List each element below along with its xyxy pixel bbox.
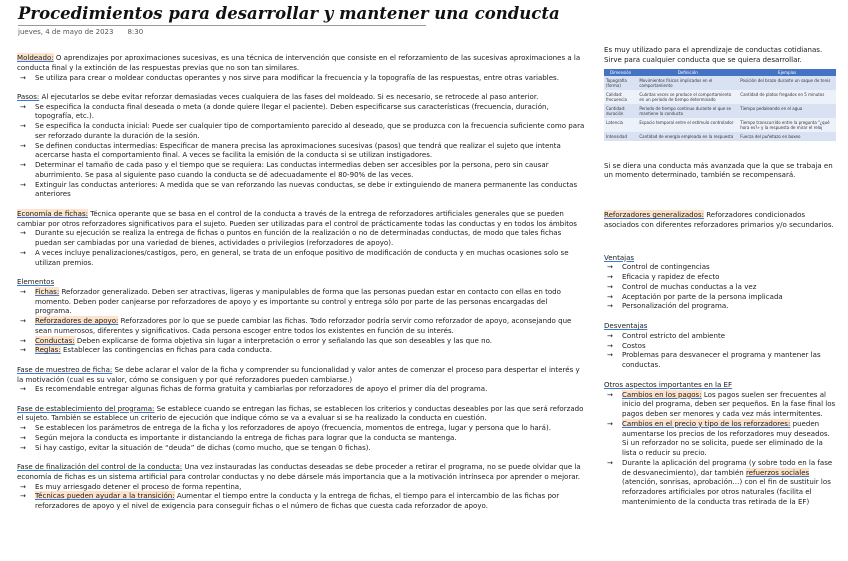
muestreo-term: Fase de muestreo de ficha: (17, 364, 113, 374)
elementos-heading: Elementos (17, 277, 55, 287)
establecimiento-text: Se establece cuando se entregan las fichas, se establecen los criterios y conductas deseables por las que será reforzado el sujeto. También se establece un criterio de ejecución que indique cómo se va a evaluar si se ha realizado la conducta en cuestión. (17, 403, 584, 423)
list-item (17, 336, 585, 346)
list-item (17, 248, 585, 268)
pasos-term: Pasos: (17, 91, 40, 101)
list-item (604, 419, 838, 458)
conductas-term: Conductas: (35, 335, 75, 345)
economia-paragraph (17, 209, 585, 229)
left-column (17, 53, 585, 511)
list-item-text: Si hay castigo, evitar la situación de “deuda” de dichas (como mucho, que se tengan 0 fichas). (35, 442, 371, 452)
precio-term: Cambios en el precio y tipo de los reforzadores: (622, 418, 791, 428)
arrow-icon: → (20, 423, 26, 433)
fichas-term: Fichas: (35, 286, 60, 296)
conductas-text: Deben explicarse de forma objetiva sin lugar a interpretación o error y señalando las que son deseables y las que no. (74, 335, 493, 345)
arrow-icon: → (607, 389, 613, 399)
table-cell: Tiempo pedaleando en el agua (738, 104, 836, 118)
arrow-icon: → (607, 301, 613, 311)
intro-note: Es muy utilizado para el aprendizaje de conductas cotidianas. Sirve para cualquier conducta que se quiera desarrollar. (604, 45, 823, 64)
arrow-icon: → (20, 121, 26, 131)
list-item-text: Costos (622, 340, 646, 350)
arrow-icon: → (20, 72, 26, 82)
transicion-term: Técnicas pueden ayudar a la transición: (35, 491, 175, 501)
list-item-text: Se utiliza para crear o moldear conductas operantes y nos sirve para modificar la frecuencia y la topografía de las respuestas, entre otras variables. (35, 72, 559, 82)
table-cell: Cantidad: duración (604, 104, 637, 118)
list-item (17, 121, 585, 141)
list-item-text: Es recomendable entregar algunas fichas de forma gratuita y cambiarlas por reforzadores de apoyo el primer día del programa. (35, 384, 488, 394)
list-item (604, 390, 838, 419)
generalizados-paragraph (604, 210, 838, 230)
list-item (17, 180, 585, 200)
sociales-text-a: Durante la aplicación del programa (y sobre todo en la fase de desvanecimiento), dar también (622, 457, 833, 477)
arrow-icon: → (20, 432, 26, 442)
list-item-text: Es muy arriesgado detener el proceso de forma repentina, (35, 481, 242, 491)
table-cell: Cantidad de platos fregados en 5 minutos (738, 90, 836, 104)
list-item-text: Personalización del programa. (622, 301, 729, 311)
table-cell: Latencia (604, 118, 637, 132)
list-item-text: Eficacia y rapidez de efecto (622, 272, 720, 281)
list-item-text: Control estricto del ambiente (622, 330, 726, 340)
arrow-icon: → (607, 272, 613, 281)
table-cell: Cantidad de energía empleada en la respuesta (637, 132, 738, 141)
transicion-text: Aumentar el tiempo entre la conducta y la entrega de fichas, el tiempo para el intercambio de las fichas por reforzadores de apoyo y el nivel de exigencia para conseguir fichas o el número de fichas que cuesta cada reforzador de apoyo. (35, 491, 560, 511)
list-item-text: Se especifica la conducta final deseada o meta (a donde quiere llegar el paciente). Deben especificarse sus características (frecuencia, duración, topografía, etc.). (35, 101, 549, 121)
list-item-text: Control de muchas conductas a la vez (622, 281, 757, 291)
list-item (17, 482, 585, 492)
arrow-icon: → (20, 316, 26, 326)
arrow-icon: → (20, 140, 26, 150)
list-item (604, 292, 838, 302)
list-item (17, 443, 585, 453)
generalizados-term: Reforzadores generalizados: (604, 210, 704, 219)
list-item (17, 345, 585, 355)
table-row (604, 76, 836, 90)
list-item (17, 433, 585, 443)
date-text: jueves, 4 de mayo de 2023 (18, 28, 114, 36)
moldeado-text: O aprendizajes por aproximaciones sucesivas, es una técnica de intervención que consiste en el reforzamiento de las sucesivas aproximaciones a la conducta final y la extinción de las respuestas previas que no son tan similares. (17, 53, 581, 72)
pagos-text: Los pagos suelen ser frecuentes al inicio del programa, deben ser pequeños. En la fase final los pagos deben ser menores y cada vez más intermitentes. (622, 389, 836, 418)
list-item (604, 331, 838, 341)
title-divider (18, 25, 426, 26)
list-item (17, 141, 585, 161)
arrow-icon: → (607, 291, 613, 301)
table-cell: Periodo de tiempo continuo durante el que se mantiene la conducta (637, 104, 738, 118)
list-item (604, 341, 838, 351)
page-title: Procedimientos para desarrollar y mantener una conducta (18, 4, 560, 23)
list-item (604, 301, 838, 311)
establecimiento-paragraph (17, 404, 585, 424)
table-header-row (604, 69, 836, 76)
list-item (17, 102, 585, 122)
arrow-icon: → (20, 491, 26, 501)
arrow-icon: → (607, 330, 613, 340)
time-text: 8:30 (127, 28, 144, 36)
list-item (17, 228, 585, 248)
economia-text: Técnica operante que se basa en el control de la conducta a través de la entrega de reforzadores artificiales generales que se pueden cambiar por otros reforzadores significativos para el sujeto. Pueden ser utilizadas para el control de prácticamente todas las conductas y en todos los ámbitos (17, 208, 577, 228)
table-header-cell: Definición (637, 69, 738, 76)
table-cell: Espacio temporal entre el estímulo controlador (637, 118, 738, 132)
page-date (18, 28, 157, 36)
list-item (17, 423, 585, 433)
pagos-term: Cambios en los pagos: (622, 389, 702, 399)
table-row (604, 90, 836, 104)
arrow-icon: → (20, 286, 26, 296)
right-column (604, 45, 838, 507)
list-item-text: Aceptación por parte de la persona implicada (622, 291, 783, 301)
list-item (17, 160, 585, 180)
finalizacion-term: Fase de finalización del control de la conducta: (17, 462, 183, 472)
finalizacion-paragraph (17, 462, 585, 482)
dimensions-table (604, 69, 836, 141)
generalizados-text: Reforzadores condicionados asociados con diferentes reforzadores primarios y/o secundarios. (604, 210, 834, 229)
arrow-icon: → (20, 101, 26, 111)
table-header-cell: Ejemplos (738, 69, 836, 76)
table-cell: Tiempo transcurrido entre la pregunta "¿qué hora es?» y la respuesta de mirar el reloj (738, 118, 836, 132)
arrow-icon: → (607, 281, 613, 291)
table-row (604, 104, 836, 118)
list-item-text: Se establecen los parámetros de entrega de la ficha y los reforzadores de apoyo (frecuencia, momentos de entrega, lugar y persona que lo hará). (35, 423, 551, 433)
reforzadores-apoyo-text: Reforzadores por lo que se puede cambiar las fichas. Todo reforzador podría servir como reforzador de apoyo, aconsejando que sean numerosos, diferentes y significativos. Cada persona escoger entre todos los existentes en función de su interés. (35, 316, 572, 335)
table-cell: Cuántas veces se produce el comportamiento en un periodo de tiempo determinado (637, 90, 738, 104)
muestreo-text: Se debe aclarar el valor de la ficha y comprender su funcionalidad y valor antes de comenzar el proceso para despertar el interés y la motivación (cual es su valor, cómo se consiguen y por qué reforzadores pueden cambiarse.) (17, 364, 580, 384)
establecimiento-term: Fase de establecimiento del programa: (17, 403, 155, 413)
list-item-text: Durante su ejecución se realiza la entrega de fichas o puntos en función de la realización o no de determinadas conductas, de modo que tales fichas puedan ser cambiadas por una variedad de bienes, actividades o privilegios (reforzadores de apoyo). (35, 228, 562, 248)
arrow-icon: → (20, 335, 26, 345)
list-item (604, 350, 838, 370)
list-item-text: A veces incluye penalizaciones/castigos, pero, en general, se trata de un enfoque positivo de modificación de conducta y en muchas ocasiones solo se utilizan premios. (35, 247, 569, 267)
ventajas-heading: Ventajas (604, 252, 635, 262)
list-item-text: Control de contingencias (622, 262, 710, 272)
arrow-icon: → (20, 247, 26, 257)
moldeado-term: Moldeado: (17, 53, 54, 62)
arrow-icon: → (20, 345, 26, 355)
arrow-icon: → (607, 340, 613, 350)
list-item-text: Extinguir las conductas anteriores: A medida que se van reforzando las nuevas conductas, se debe ir extinguiendo de manera permanente las conductas anteriores (35, 179, 578, 199)
arrow-icon: → (20, 228, 26, 238)
table-row (604, 118, 836, 132)
table-cell: Posición del brazo durante un saque de tenis (738, 76, 836, 90)
list-item-text: Según mejora la conducta es importante ir distanciando la entrega de fichas para lograr que la conducta se mantenga. (35, 432, 457, 442)
arrow-icon: → (607, 350, 613, 360)
finalizacion-text: Una vez instauradas las conductas deseadas se debe proceder a retirar el programa, no se puede olvidar que la economía de fichas es un sistema artificial para controlar conductas y no debe dársele más importancia que a la motivación intrínseca por aprender o mejorar. (17, 462, 581, 481)
arrow-icon: → (20, 160, 26, 170)
reglas-text: Establecer las contingencias en fichas para cada conducta. (60, 345, 272, 355)
sociales-term: refuerzos sociales (745, 467, 810, 477)
list-item-text: Problemas para desvanecer el programa y mantener las conductas. (622, 350, 821, 369)
list-item (17, 491, 585, 511)
list-item-text: Se definen conductas intermedias: Especificar de manera precisa las aproximaciones sucesivas (pasos) que tendrá que realizar el sujeto que intenta acercarse hasta el comportamiento final. A veces se facilita la emisión de la conducta si se utilizan instigadores. (35, 140, 561, 160)
arrow-icon: → (607, 457, 613, 467)
list-item-text: Determinar el tamaño de cada paso y el tiempo que se requiera: Las conductas intermedias deben ser accesibles por la persona, pero sin causar aburrimiento. Se pasa al siguiente paso cuando la conducta se dé adecuadamente el 80-90% de las veces. (35, 160, 549, 179)
table-row (604, 132, 836, 141)
list-item (604, 282, 838, 292)
arrow-icon: → (20, 179, 26, 189)
list-item (604, 458, 838, 507)
precio-text: pueden aumentarse los precios de los reforzadores muy deseados. Si un reforzador no se solicita, puede ser eliminado de la lista o reducir su precio. (622, 418, 830, 457)
pasos-paragraph (17, 92, 585, 102)
moldeado-paragraph (17, 53, 585, 73)
arrow-icon: → (20, 481, 26, 491)
sociales-text-b: (atención, sonrisas, aprobación…) con el fin de sustituir los reforzadores artificiales por otros naturales (facilita el mantenimiento de la conducta tras retirada de la EF) (622, 477, 831, 506)
desventajas-heading: Desventajas (604, 321, 648, 330)
muestreo-paragraph (17, 365, 585, 385)
table-cell: Intensidad (604, 132, 637, 141)
list-item (17, 73, 585, 83)
table-cell: Topografía (forma) (604, 76, 637, 90)
fichas-text: Reforzador generalizado. Deben ser atractivas, ligeras y manipulables de forma que las personas puedan estar en contacto con ellas en todo momento. Deben poder canjearse por reforzadores de apoyo y es importante su control y entrega sólo por parte de las personas encargadas del programa. (35, 286, 561, 316)
list-item (17, 316, 585, 336)
table-cell: Calidad: frecuencia (604, 90, 637, 104)
list-item (17, 287, 585, 316)
arrow-icon: → (20, 442, 26, 452)
list-item (604, 272, 838, 282)
pasos-text: Al ejecutarlos se debe evitar reforzar demasiadas veces cualquiera de las fases del moldeado. Si es necesario, se retrocede al paso anterior. (39, 91, 539, 101)
reforzadores-apoyo-term: Reforzadores de apoyo: (35, 316, 119, 326)
arrow-icon: → (607, 418, 613, 428)
table-cell: Movimientos físicos implicados en el comportamiento (637, 76, 738, 90)
arrow-icon: → (607, 262, 613, 272)
list-item (604, 262, 838, 272)
arrow-icon: → (20, 384, 26, 394)
table-header-cell: Dimensión (604, 69, 637, 76)
table-cell: Fuerza del puñetazo en boxeo (738, 132, 836, 141)
list-item-text: Se especifica la conducta inicial: Puede ser cualquier tipo de comportamiento parecido al deseado, que se produzca con la frecuencia suficiente como para ser reforzado durante la duración de la sesión. (35, 121, 585, 140)
otros-heading: Otros aspectos importantes en la EF (604, 379, 733, 389)
list-item (17, 384, 585, 394)
economia-term: Economía de fichas: (17, 208, 88, 218)
advanced-conduct-note: Si se diera una conducta más avanzada que la que se trabaja en un momento determinado, también se recompensará. (604, 160, 833, 180)
reglas-term: Reglas: (35, 345, 61, 355)
